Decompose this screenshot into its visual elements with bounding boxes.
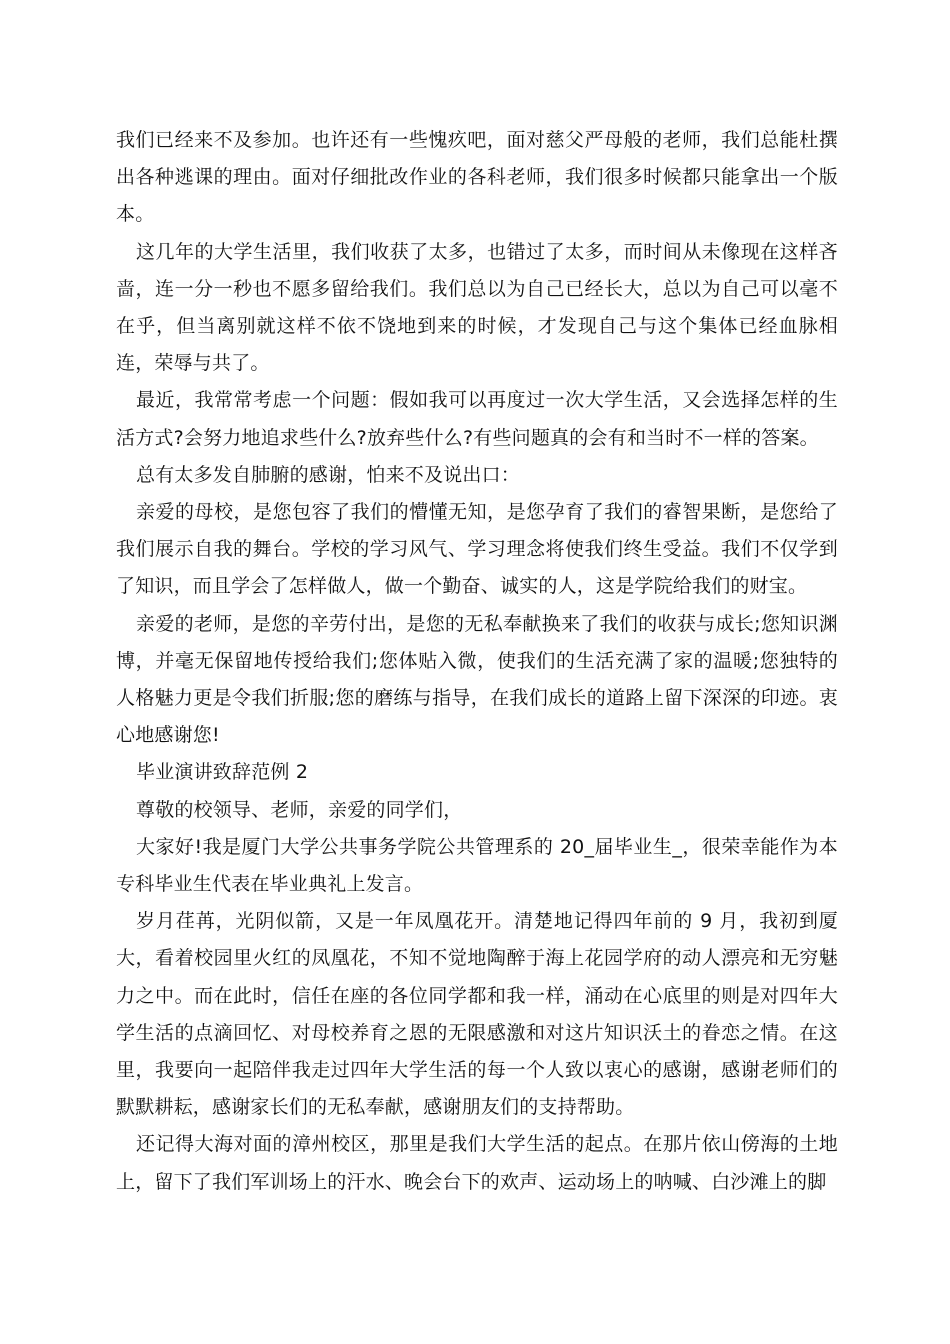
paragraph: 这几年的大学生活里，我们收获了太多，也错过了太多，而时间从未像现在这样吝啬，连一分一秒也不愿多留给我们。我们总以为自己已经长大，总以为自己可以毫不在乎，但当离别就这样不依不饶地到来的时候，才发现自己与这个集体已经血脉相连，荣辱与共了。 bbox=[116, 240, 838, 375]
salutation: 尊敬的校领导、老师，亲爱的同学们， bbox=[136, 798, 463, 821]
paragraph: 岁月荏苒，光阴似箭，又是一年凤凰花开。清楚地记得四年前的 9 月，我初到厦大，看着校园里火红的凤凰花，不知不觉地陶醉于海上花园学府的动人漂亮和无穷魅力之中。而在此时，信任在座的各位同学都和我一样，涌动在心底里的则是对四年大学生活的点滴回忆、对母校养育之恩的无限感激和对这片知识沃土的眷恋之情。在这里，我要向一起陪伴我走过四年大学生活的每一个人致以衷心的感谢，感谢老师们的默默耕耘，感谢家长们的无私奉献，感谢朋友们的支持帮助。 bbox=[116, 910, 838, 1119]
paragraph: 大家好!我是厦门大学公共事务学院公共管理系的 20_届毕业生_，很荣幸能作为本专科毕业生代表在毕业典礼上发言。 bbox=[116, 835, 838, 896]
paragraph-continued: 我们已经来不及参加。也许还有一些愧疚吧，面对慈父严母般的老师，我们总能杜撰出各种逃课的理由。面对仔细批改作业的各科老师，我们很多时候都只能拿出一个版本。 bbox=[116, 129, 838, 226]
paragraph: 总有太多发自肺腑的感谢，怕来不及说出口： bbox=[136, 463, 521, 486]
body-text bbox=[116, 122, 838, 1201]
paragraph: 亲爱的母校，是您包容了我们的懵懂无知，是您孕育了我们的睿智果断，是您给了我们展示自我的舞台。学校的学习风气、学习理念将使我们终生受益。我们不仅学到了知识，而且学会了怎样做人，做一个勤奋、诚实的人，这是学院给我们的财宝。 bbox=[116, 501, 838, 598]
paragraph: 亲爱的老师，是您的辛劳付出，是您的无私奉献换来了我们的收获与成长;您知识渊博，并毫无保留地传授给我们;您体贴入微，使我们的生活充满了家的温暖;您独特的人格魅力更是令我们折服;您的磨练与指导，在我们成长的道路上留下深深的印迹。衷心地感谢您! bbox=[116, 612, 838, 747]
paragraph: 还记得大海对面的漳州校区，那里是我们大学生活的起点。在那片依山傍海的土地上，留下了我们军训场上的汗水、晚会台下的欢声、运动场上的呐喊、白沙滩上的脚 bbox=[116, 1133, 838, 1193]
paragraph: 最近，我常常考虑一个问题：假如我可以再度过一次大学生活，又会选择怎样的生活方式?会努力地追求些什么?放弃些什么?有些问题真的会有和当时不一样的答案。 bbox=[116, 389, 838, 449]
section-heading: 毕业演讲致辞范例 2 bbox=[136, 761, 309, 784]
